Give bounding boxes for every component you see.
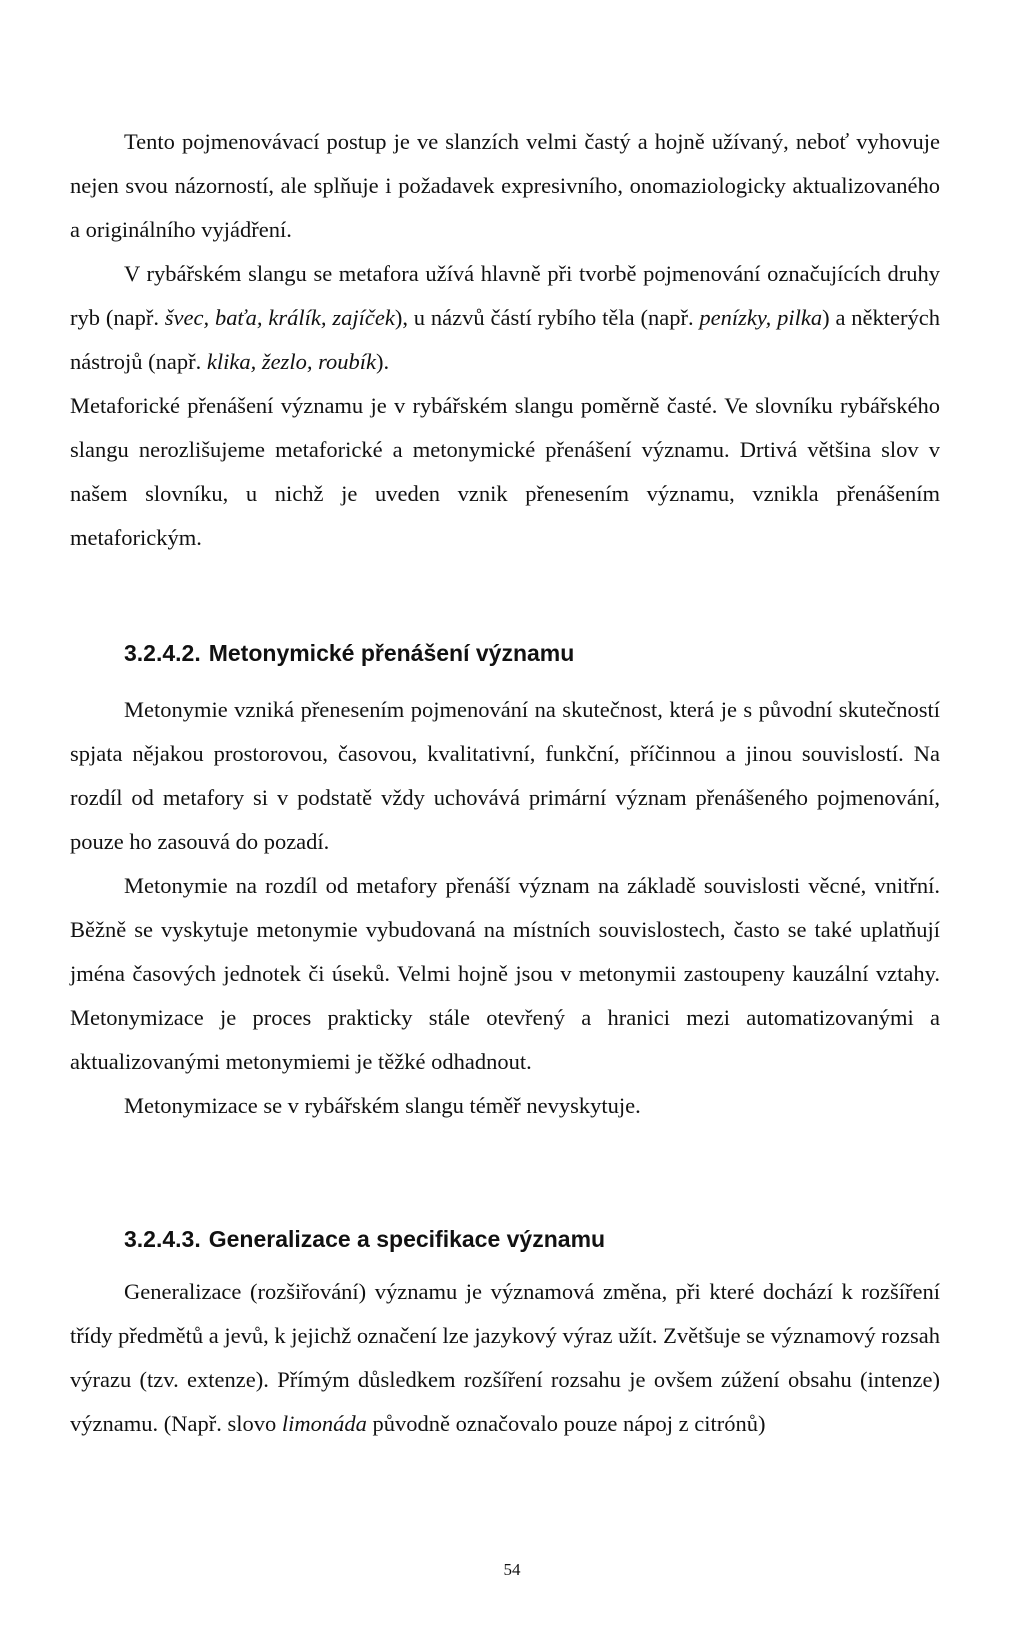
section-title: Metonymické přenášení významu xyxy=(208,640,575,666)
paragraph-text: ). xyxy=(375,349,390,374)
section-heading-generalizace xyxy=(124,1226,605,1253)
paragraph-metonymie-definition xyxy=(70,688,940,864)
paragraph-text: Metaforické přenášení významu je v rybářském slangu poměrně časté. Ve slovníku rybářského slangu nerozlišujeme metaforické a metonymické přenášení významu. Drtivá většina slov v našem slovníku, u nichž je uveden vznik přenesením významu, vznikla přenášením metaforickým. xyxy=(70,393,940,550)
paragraph-text: Tento pojmenovávací postup je ve slanzích velmi častý a hojně užívaný, neboť vyhovuje nejen svou názorností, ale splňuje i požadavek expresivního, onomaziologicky aktualizovaného a originálního vyjádření. xyxy=(70,129,940,242)
section-number: 3.2.4.2. xyxy=(124,640,201,666)
paragraph-text: ) a některých nástrojů (např. xyxy=(70,305,941,374)
paragraph-text: Metonymizace se v rybářském slangu téměř nevyskytuje. xyxy=(124,1093,641,1118)
example-words-tools: klika, žezlo, roubík xyxy=(206,349,376,374)
section-generalizace-text xyxy=(70,1270,940,1446)
paragraph-metafora-intro xyxy=(70,120,940,252)
section-metafora-text xyxy=(70,120,940,560)
paragraph-text: Metonymie vzniká přenesením pojmenování na skutečnost, která je s původní skutečností spjata nějakou prostorovou, časovou, kvalitativní, funkční, příčinnou a jinou souvislostí. Na rozdíl od metafory si v podstatě vždy uchovává primární význam přenášeného pojmenování, pouze ho zasouvá do pozadí. xyxy=(70,697,940,854)
paragraph-metafora-examples xyxy=(70,252,940,384)
paragraph-metafora-frequency xyxy=(70,384,940,560)
paragraph-text: ), u názvů částí rybího těla (např. xyxy=(394,305,700,330)
paragraph-metonymie-slang xyxy=(70,1084,940,1128)
section-heading-metonymie xyxy=(124,640,574,667)
section-title: Generalizace a specifikace významu xyxy=(208,1226,606,1252)
page-number: 54 xyxy=(503,1560,521,1579)
section-number: 3.2.4.3. xyxy=(124,1226,201,1252)
paragraph-text: původně označovalo pouze nápoj z citrónů) xyxy=(366,1411,766,1436)
example-words-body: penízky, pilka xyxy=(699,305,823,330)
paragraph-text: V rybářském slangu se metafora užívá hlavně při tvorbě pojmenování označujících druhy ryb (např. xyxy=(70,261,940,330)
example-word-limonada: limonáda xyxy=(281,1411,367,1436)
paragraph-text: Generalizace (rozšiřování) významu je významová změna, při které dochází k rozšíření třídy předmětů a jevů, k jejichž označení lze jazykový výraz užít. Zvětšuje se významový rozsah výrazu (tzv. extenze). Přímým důsledkem rozšíření rozsahu je ovšem zúžení obsahu (intenze) významu. (Např. slovo xyxy=(70,1279,940,1436)
paragraph-metonymie-relations xyxy=(70,864,940,1084)
example-words-fish: švec, baťa, králík, zajíček xyxy=(164,305,395,330)
paragraph-text: Metonymie na rozdíl od metafory přenáší význam na základě souvislosti věcné, vnitřní. Běžně se vyskytuje metonymie vybudovaná na místních souvislostech, často se také uplatňují jména časových jednotek či úseků. Velmi hojně jsou v metonymii zastoupeny kauzální vztahy. Metonymizace je proces prakticky stále otevřený a hranici mezi automatizovanými a aktualizovanými metonymiemi je těžké odhadnout. xyxy=(70,873,940,1074)
section-metonymie-text xyxy=(70,688,940,1128)
paragraph-generalizace-definition xyxy=(70,1270,940,1446)
